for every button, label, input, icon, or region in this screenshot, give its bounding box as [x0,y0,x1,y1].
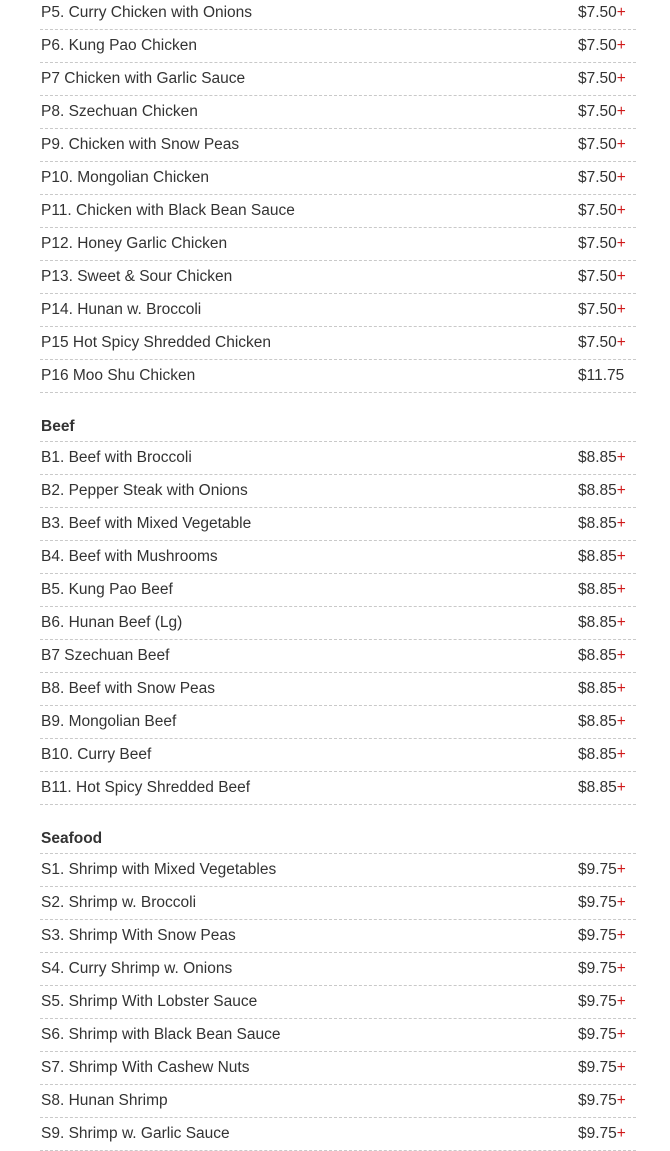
menu-item-price: $8.85 [578,482,617,499]
menu-item-name: S6. Shrimp with Black Bean Sauce [41,1026,281,1043]
add-to-order-button[interactable]: + [616,1092,626,1109]
add-to-order-button[interactable]: + [616,746,626,763]
add-to-order-button[interactable]: + [616,136,626,153]
menu-item-price-group [578,779,636,797]
menu-item-price-group [578,367,636,385]
menu-item-name: S8. Hunan Shrimp [41,1092,168,1109]
menu-item-price: $9.75 [578,1059,617,1076]
menu-item-name: P11. Chicken with Black Bean Sauce [41,202,295,219]
menu-item-price: $7.50 [578,268,617,285]
add-to-order-button[interactable]: + [616,515,626,532]
menu-item-name: B9. Mongolian Beef [41,713,177,730]
menu-item-name: P9. Chicken with Snow Peas [41,136,240,153]
menu-item-price-group [578,581,636,599]
menu-item-row[interactable] [40,920,636,953]
menu-item-price: $8.85 [578,680,617,697]
menu-item-price-group [578,301,636,319]
add-to-order-button[interactable]: + [616,713,626,730]
menu-item-row[interactable] [40,360,636,393]
menu-item-price: $8.85 [578,779,617,796]
add-to-order-button[interactable]: + [616,614,626,631]
menu-item-price-group [578,1026,636,1044]
menu-item-price: $8.85 [578,746,617,763]
menu-item-price-group [578,680,636,698]
section-spacer [40,393,636,410]
menu-item-name: B3. Beef with Mixed Vegetable [41,515,252,532]
menu-item-name: S2. Shrimp w. Broccoli [41,894,197,911]
menu-item-price-group [578,515,636,533]
menu-item-name: P6. Kung Pao Chicken [41,37,197,54]
add-to-order-button[interactable]: + [616,482,626,499]
add-to-order-button[interactable]: + [616,334,626,351]
menu-item-name: S3. Shrimp With Snow Peas [41,927,236,944]
menu-item-row[interactable] [40,129,636,162]
menu-item-price: $7.50 [578,103,617,120]
menu-item-price-group [578,235,636,253]
menu-item-row[interactable] [40,739,636,772]
menu-item-name: S9. Shrimp w. Garlic Sauce [41,1125,230,1142]
menu-item-name: S4. Curry Shrimp w. Onions [41,960,233,977]
menu-item-price: $9.75 [578,927,617,944]
menu-item-price-group [578,861,636,879]
section-title-beef: Beef [40,410,636,442]
menu-item-price-group [578,70,636,88]
menu-item-row[interactable] [40,1118,636,1151]
menu-item-price-group [578,268,636,286]
menu-item-name: B7 Szechuan Beef [41,647,170,664]
menu-item-price: $7.50 [578,169,617,186]
menu-item-price-group [578,647,636,665]
menu-item-name: P8. Szechuan Chicken [41,103,198,120]
menu-item-price: $11.75 [578,367,625,384]
menu-item-row[interactable] [40,854,636,887]
menu-list [40,0,636,1151]
menu-item-price: $7.50 [578,136,617,153]
menu-item-row[interactable] [40,294,636,327]
menu-item-price-group [578,482,636,500]
add-to-order-button[interactable]: + [616,70,626,87]
menu-item-price-group [578,614,636,632]
menu-item-price: $7.50 [578,70,617,87]
menu-item-row[interactable] [40,442,636,475]
add-to-order-button[interactable]: + [616,169,626,186]
menu-item-name: B11. Hot Spicy Shredded Beef [41,779,251,796]
menu-item-name: B5. Kung Pao Beef [41,581,173,598]
menu-item-name: B6. Hunan Beef (Lg) [41,614,183,631]
menu-item-name: S5. Shrimp With Lobster Sauce [41,993,258,1010]
menu-item-name: B4. Beef with Mushrooms [41,548,218,565]
menu-item-name: S7. Shrimp With Cashew Nuts [41,1059,250,1076]
menu-item-price: $9.75 [578,993,617,1010]
menu-item-name: P15 Hot Spicy Shredded Chicken [41,334,272,351]
menu-item-price: $9.75 [578,1026,617,1043]
section-title-seafood: Seafood [40,822,636,854]
section-spacer [40,805,636,822]
menu-item-price: $8.85 [578,614,617,631]
menu-item-price-group [578,1059,636,1077]
menu-item-name: B10. Curry Beef [41,746,152,763]
menu-item-row[interactable] [40,475,636,508]
add-to-order-button[interactable]: + [616,37,626,54]
menu-item-row[interactable] [40,1019,636,1052]
menu-item-price-group [578,169,636,187]
menu-item-price: $9.75 [578,1092,617,1109]
menu-item-price-group [578,894,636,912]
add-to-order-button[interactable]: + [616,4,626,21]
menu-item-price-group [578,713,636,731]
menu-item-name: P16 Moo Shu Chicken [41,367,196,384]
menu-item-row[interactable] [40,607,636,640]
menu-item-price-group [578,449,636,467]
menu-item-name: P10. Mongolian Chicken [41,169,210,186]
menu-item-row[interactable] [40,541,636,574]
menu-item-row[interactable] [40,195,636,228]
menu-item-row[interactable] [40,162,636,195]
add-to-order-button[interactable]: + [616,301,626,318]
menu-item-price: $8.85 [578,449,617,466]
add-to-order-button[interactable]: + [616,235,626,252]
menu-item-price-group [578,960,636,978]
menu-item-price-group [578,4,636,22]
add-to-order-button[interactable]: + [616,202,626,219]
menu-item-price-group [578,37,636,55]
add-to-order-button[interactable]: + [616,680,626,697]
add-to-order-button[interactable]: + [616,548,626,565]
menu-item-price: $8.85 [578,581,617,598]
menu-item-price: $8.85 [578,515,617,532]
menu-item-row[interactable] [40,96,636,129]
add-to-order-button[interactable]: + [616,1125,626,1142]
menu-item-row[interactable] [40,986,636,1019]
add-to-order-button[interactable]: + [616,581,626,598]
menu-item-row[interactable] [40,772,636,805]
menu-item-price: $7.50 [578,4,617,21]
menu-item-name: S1. Shrimp with Mixed Vegetables [41,861,277,878]
menu-item-name: B1. Beef with Broccoli [41,449,192,466]
menu-item-price: $7.50 [578,235,617,252]
menu-item-row[interactable] [40,0,636,30]
menu-item-price: $7.50 [578,334,617,351]
menu-item-row[interactable] [40,887,636,920]
menu-item-row[interactable] [40,30,636,63]
menu-item-row[interactable] [40,574,636,607]
menu-item-name: B8. Beef with Snow Peas [41,680,216,697]
menu-item-price: $9.75 [578,894,617,911]
menu-item-price-group [578,103,636,121]
add-to-order-button[interactable]: + [616,268,626,285]
menu-item-row[interactable] [40,228,636,261]
menu-item-row[interactable] [40,1085,636,1118]
add-to-order-button[interactable]: + [616,960,626,977]
menu-item-price: $8.85 [578,548,617,565]
menu-item-price-group [578,746,636,764]
menu-item-price: $8.85 [578,647,617,664]
menu-item-row[interactable] [40,327,636,360]
menu-item-price-group [578,993,636,1011]
menu-item-row[interactable] [40,706,636,739]
add-to-order-button[interactable]: + [616,779,626,796]
menu-item-price: $7.50 [578,202,617,219]
menu-item-price-group [578,136,636,154]
menu-item-price: $9.75 [578,1125,617,1142]
add-to-order-button[interactable]: + [616,927,626,944]
menu-item-row[interactable] [40,640,636,673]
menu-item-name: P13. Sweet & Sour Chicken [41,268,233,285]
add-to-order-button[interactable]: + [616,103,626,120]
menu-item-price-group [578,1092,636,1110]
menu-item-price: $9.75 [578,861,617,878]
menu-item-name: P7 Chicken with Garlic Sauce [41,70,246,87]
menu-item-name: P14. Hunan w. Broccoli [41,301,202,318]
add-to-order-button[interactable]: + [616,1026,626,1043]
menu-item-row[interactable] [40,63,636,96]
menu-item-price: $7.50 [578,301,617,318]
menu-item-price-group [578,202,636,220]
menu-item-price: $8.85 [578,713,617,730]
menu-item-price-group [578,1125,636,1143]
add-to-order-button[interactable]: + [616,449,626,466]
beef-section [40,442,636,805]
menu-item-row[interactable] [40,953,636,986]
add-to-order-button[interactable]: + [616,894,626,911]
add-to-order-button[interactable]: + [616,993,626,1010]
menu-item-price-group [578,334,636,352]
menu-item-price: $9.75 [578,960,617,977]
menu-item-row[interactable] [40,261,636,294]
menu-item-row[interactable] [40,1052,636,1085]
menu-item-name: P5. Curry Chicken with Onions [41,4,253,21]
menu-item-price-group [578,548,636,566]
poultry-section [40,0,636,393]
seafood-section [40,854,636,1151]
menu-item-name: B2. Pepper Steak with Onions [41,482,248,499]
add-to-order-button[interactable]: + [616,1059,626,1076]
add-to-order-button[interactable]: + [616,861,626,878]
menu-item-name: P12. Honey Garlic Chicken [41,235,228,252]
menu-item-row[interactable] [40,508,636,541]
menu-item-price-group [578,927,636,945]
menu-item-price: $7.50 [578,37,617,54]
menu-item-row[interactable] [40,673,636,706]
add-to-order-button[interactable]: + [616,647,626,664]
